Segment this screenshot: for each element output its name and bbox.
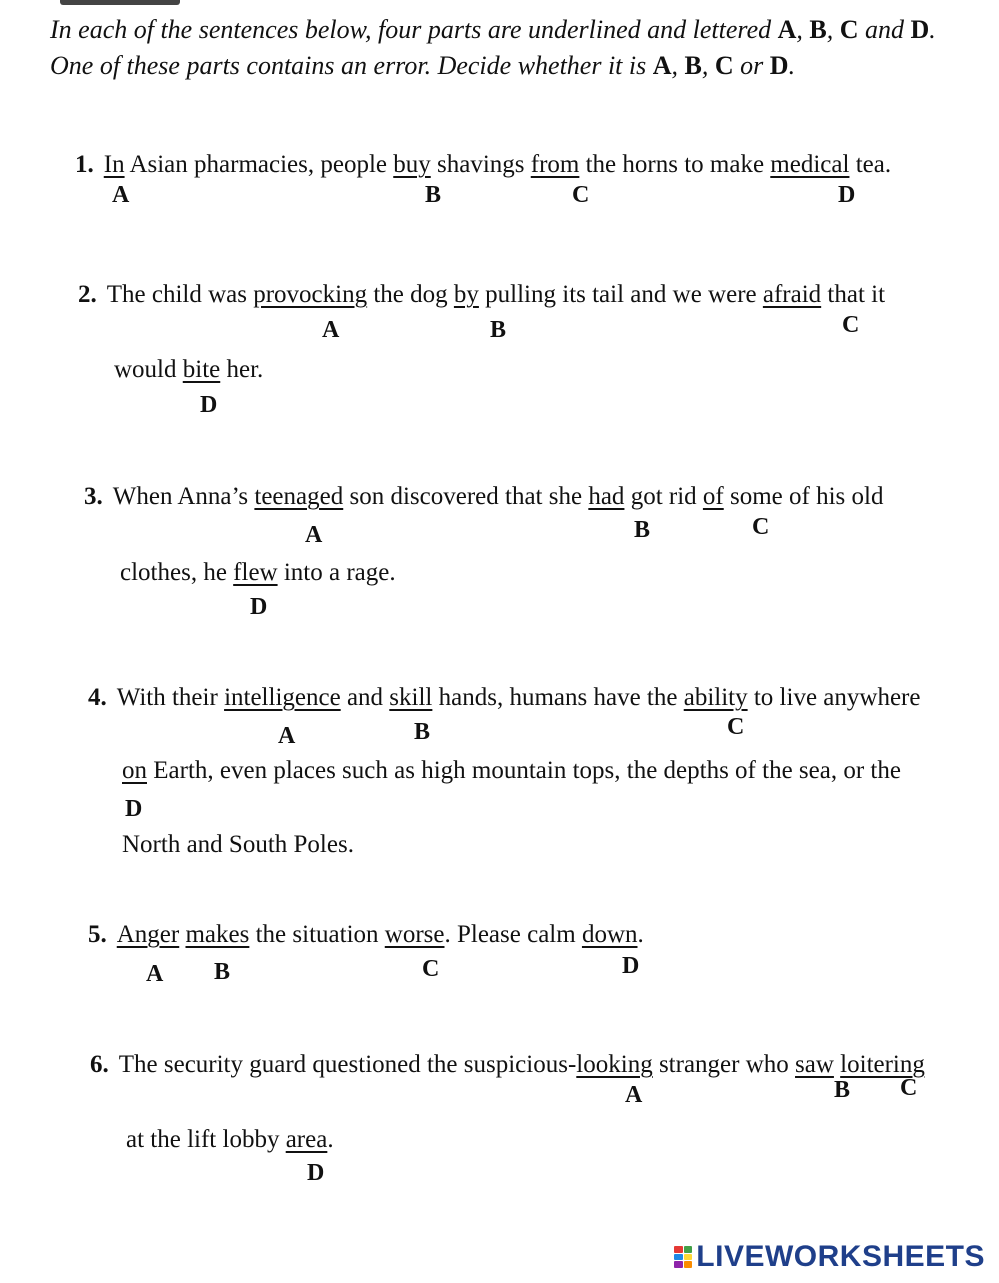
option-letter-c: C [572,182,590,208]
logo-text: LIVEWORKSHEETS [696,1240,985,1273]
option-letter-d: D [838,182,856,208]
option-letter-d: D [250,594,268,620]
underlined-part: down [581,921,638,948]
sentence-text: clothes, he [120,559,234,586]
instructions-letter: C [714,51,734,80]
logo-cell [684,1254,693,1261]
underlined-part: ability [683,684,748,711]
sentence-text: the dog [367,281,454,308]
option-letter-a: A [322,317,340,343]
option-letter-b: B [634,517,651,543]
underlined-part: buy [393,151,431,178]
instructions-text: , [796,15,810,44]
sentence-text: her. [220,356,264,383]
sentence-text: to live anywhere [747,684,921,711]
instructions-letter: A [777,15,797,44]
instructions-text: , [826,15,840,44]
sentence-text: the horns to make [579,151,771,178]
underlined-part: intelligence [224,684,341,711]
option-letter-c: C [727,714,745,740]
option-letter-c: C [422,956,440,982]
sentence-text: that it [821,281,886,308]
option-letter-d: D [125,796,143,822]
sentence-text: . [327,1126,334,1153]
question-line [84,482,883,512]
option-letter-d: D [307,1160,325,1186]
option-letter-b: B [414,719,431,745]
underlined-part: medical [770,151,850,178]
underlined-part: had [588,483,625,510]
logo-cell [674,1254,683,1261]
underlined-part: skill [389,684,433,711]
instructions-letter: D [769,51,789,80]
sentence-text: The child was [106,281,254,308]
underlined-part: In [103,151,125,178]
question-number: 5. [88,921,107,948]
option-letter-a: A [146,961,164,987]
option-letter-d: D [200,392,218,418]
underlined-part: loitering [840,1051,925,1078]
sentence-text: got rid [624,483,703,510]
option-letter-b: B [834,1077,851,1103]
question-number: 3. [84,483,103,510]
sentence-text: the situation [249,921,385,948]
question-number: 2. [78,281,97,308]
logo-cell [674,1246,683,1253]
question-line [120,558,396,588]
option-letter-c: C [900,1075,918,1101]
sentence-text: North and South Poles. [122,831,354,858]
underlined-part: by [453,281,479,308]
underlined-part: worse [384,921,445,948]
logo-cell [684,1261,693,1268]
underlined-part: area [285,1126,328,1153]
sentence-text: Asian pharmacies, people [124,151,394,178]
instructions-line-1 [50,12,970,48]
underlined-part: saw [795,1051,834,1078]
sentence-text: With their [116,684,225,711]
instructions-text: . [788,51,796,80]
underlined-part: looking [576,1051,653,1078]
question-line [126,1125,334,1155]
question-line [90,1050,925,1080]
question-line [122,830,354,860]
sentence-text: . Please calm [444,921,582,948]
instructions-text: , [671,51,685,80]
option-letter-a: A [305,522,323,548]
sentence-text: and [340,684,390,711]
instructions-letter: B [684,51,702,80]
instructions-line-2 [50,48,970,84]
underlined-part: teenaged [254,483,344,510]
option-letter-b: B [214,959,231,985]
instructions-letter: B [809,15,827,44]
sentence-text: would [114,356,183,383]
underlined-part: from [530,151,580,178]
sentence-text: at the lift lobby [126,1126,286,1153]
question-line [88,920,644,950]
option-letter-d: D [622,953,640,979]
instructions [50,12,970,84]
instructions-text: . [929,15,936,44]
sentence-text: pulling its tail and we were [478,281,763,308]
logo-cell [684,1246,693,1253]
instructions-text: One of these parts contains an error. Decide whether it is [50,51,653,80]
underlined-part: afraid [762,281,822,308]
question-line [75,150,891,180]
instructions-text: and [858,15,911,44]
underlined-part: makes [185,921,250,948]
option-letter-a: A [625,1082,643,1108]
sentence-text: some of his old [723,483,884,510]
question-line [78,280,885,310]
instructions-text: or [733,51,770,80]
underlined-part: provocking [253,281,368,308]
underlined-part: of [702,483,724,510]
sentence-text: shavings [430,151,531,178]
sentence-text: . [637,921,644,948]
question-number: 1. [75,151,94,178]
logo-cell [674,1261,683,1268]
sentence-text: Earth, even places such as high mountain tops, the depths of the sea, or the [147,757,901,784]
underlined-part: bite [182,356,221,383]
option-letter-b: B [425,182,442,208]
question-number: 4. [88,684,107,711]
instructions-letter: C [839,15,859,44]
question-line [88,683,920,713]
option-letter-c: C [842,312,860,338]
liveworksheets-grid-icon [674,1246,692,1268]
option-letter-a: A [112,182,130,208]
sentence-text: stranger who [652,1051,796,1078]
option-letter-b: B [490,317,507,343]
sentence-text: into a rage. [277,559,396,586]
sentence-text: When Anna’s [112,483,255,510]
liveworksheets-logo [674,1237,985,1277]
sentence-text: tea. [849,151,892,178]
question-number: 6. [90,1051,109,1078]
question-line [114,355,263,385]
underlined-part: on [122,757,147,784]
sentence-text: The security guard questioned the suspicious- [118,1051,577,1078]
sentence-text: son discovered that she [343,483,589,510]
question-line [122,756,901,786]
top-edge-mark [60,0,180,5]
option-letter-c: C [752,514,770,540]
underlined-part: flew [233,559,278,586]
option-letter-a: A [278,723,296,749]
instructions-letter: A [652,51,672,80]
instructions-text: , [701,51,715,80]
sentence-text: hands, humans have the [432,684,684,711]
instructions-letter: D [910,15,930,44]
instructions-text: In each of the sentences below, four parts are underlined and lettered [50,15,778,44]
underlined-part: Anger [116,921,180,948]
